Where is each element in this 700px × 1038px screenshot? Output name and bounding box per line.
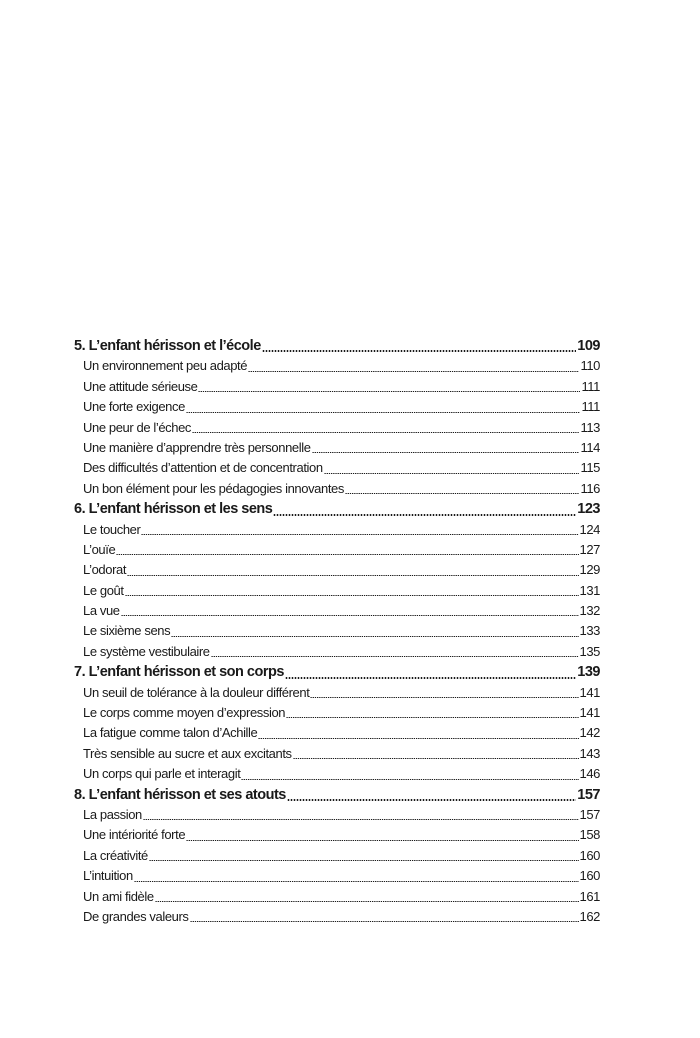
dot-leader	[192, 432, 579, 433]
toc-section-entry	[74, 621, 600, 641]
toc-section-entry	[74, 458, 600, 478]
page-number: 142	[579, 725, 600, 741]
page-number: 146	[579, 766, 600, 782]
toc-section-entry	[74, 479, 600, 499]
toc-section-entry	[74, 683, 600, 703]
page-number: 162	[579, 908, 600, 924]
section-title: Une attitude sérieuse	[83, 378, 198, 394]
page-number: 111	[581, 399, 600, 415]
page-number: 115	[580, 460, 600, 476]
toc-section-entry	[74, 377, 600, 397]
section-title: Un bon élément pour les pédagogies innovantes	[83, 480, 344, 496]
section-title: Un seuil de tolérance à la douleur différent	[83, 684, 310, 700]
dot-leader	[286, 717, 578, 718]
toc-section-entry	[74, 356, 600, 376]
toc-section-entry	[74, 825, 600, 845]
page-number: 127	[579, 541, 600, 557]
section-title: Le goût	[83, 582, 124, 598]
chapter-title: 7. L’enfant hérisson et son corps	[74, 664, 284, 681]
section-title: Le toucher	[83, 521, 141, 537]
dot-leader	[134, 881, 579, 882]
toc-section-entry	[74, 723, 600, 743]
section-title: L’ouïe	[83, 541, 116, 557]
dot-leader	[198, 391, 580, 392]
chapter-title: 8. L’enfant hérisson et ses atouts	[74, 786, 286, 803]
toc-section-entry	[74, 540, 600, 560]
chapter-title: 5. L’enfant hérisson et l’école	[74, 337, 261, 354]
page-number: 160	[579, 868, 600, 884]
section-title: La passion	[83, 806, 142, 822]
toc-section-entry	[74, 642, 600, 662]
dot-leader	[241, 779, 578, 780]
toc-section-entry	[74, 907, 600, 927]
section-title: La fatigue comme talon d’Achille	[83, 725, 258, 741]
toc-chapter-entry	[74, 499, 600, 519]
section-title: Un corps qui parle et interagit	[83, 766, 241, 782]
dot-leader	[273, 514, 576, 516]
page-number: 116	[580, 480, 600, 496]
toc-section-entry	[74, 887, 600, 907]
page-number: 135	[579, 643, 600, 659]
section-title: Très sensible au sucre et aux excitants	[83, 745, 292, 761]
toc-section-entry	[74, 560, 600, 580]
chapter-title: 6. L’enfant hérisson et les sens	[74, 501, 273, 518]
page-number: 141	[579, 684, 600, 700]
dot-leader	[324, 473, 580, 474]
toc-section-entry	[74, 866, 600, 886]
dot-leader	[190, 921, 579, 922]
section-title: L’odorat	[83, 562, 127, 578]
table-of-contents	[74, 336, 600, 927]
page-number: 143	[579, 745, 600, 761]
dot-leader	[127, 575, 578, 576]
dot-leader	[121, 615, 579, 616]
toc-section-entry	[74, 438, 600, 458]
section-title: Une manière d’apprendre très personnelle	[83, 439, 311, 455]
dot-leader	[141, 534, 578, 535]
toc-chapter-entry	[74, 785, 600, 805]
dot-leader	[211, 656, 579, 657]
section-title: Le sixième sens	[83, 623, 171, 639]
section-title: La vue	[83, 603, 120, 619]
dot-leader	[149, 860, 579, 861]
page-number: 157	[579, 806, 600, 822]
toc-section-entry	[74, 846, 600, 866]
dot-leader	[262, 350, 577, 352]
page-number: 132	[579, 603, 600, 619]
dot-leader	[171, 636, 578, 637]
dot-leader	[125, 595, 579, 596]
toc-chapter-entry	[74, 662, 600, 682]
dot-leader	[258, 738, 578, 739]
page-number: 109	[577, 337, 600, 354]
dot-leader	[248, 371, 579, 372]
toc-section-entry	[74, 418, 600, 438]
page-number: 129	[579, 562, 600, 578]
toc-section-entry	[74, 581, 600, 601]
dot-leader	[285, 677, 576, 679]
page-number: 141	[579, 705, 600, 721]
page-number: 111	[581, 378, 600, 394]
dot-leader	[155, 901, 579, 902]
page-number: 157	[577, 786, 600, 803]
toc-section-entry	[74, 805, 600, 825]
page-number: 113	[580, 419, 600, 435]
dot-leader	[287, 799, 576, 801]
page-number: 158	[579, 827, 600, 843]
page-number: 124	[579, 521, 600, 537]
dot-leader	[312, 452, 580, 453]
page-number: 114	[580, 439, 600, 455]
section-title: L’intuition	[83, 868, 133, 884]
toc-section-entry	[74, 397, 600, 417]
page-number: 139	[577, 664, 600, 681]
toc-section-entry	[74, 764, 600, 784]
page-number: 110	[580, 358, 600, 374]
section-title: Le corps comme moyen d’expression	[83, 705, 286, 721]
dot-leader	[345, 493, 579, 494]
toc-section-entry	[74, 520, 600, 540]
dot-leader	[310, 697, 578, 698]
page-number: 131	[579, 582, 600, 598]
section-title: Une forte exigence	[83, 399, 185, 415]
page-number: 161	[579, 888, 600, 904]
dot-leader	[293, 758, 579, 759]
section-title: Une intériorité forte	[83, 827, 186, 843]
toc-chapter-entry	[74, 336, 600, 356]
page-number: 123	[577, 501, 600, 518]
section-title: Le système vestibulaire	[83, 643, 210, 659]
section-title: Une peur de l’échec	[83, 419, 192, 435]
dot-leader	[186, 412, 581, 413]
section-title: De grandes valeurs	[83, 908, 189, 924]
page-number: 133	[579, 623, 600, 639]
section-title: La créativité	[83, 847, 148, 863]
dot-leader	[143, 819, 579, 820]
toc-section-entry	[74, 703, 600, 723]
dot-leader	[186, 840, 578, 841]
dot-leader	[116, 554, 578, 555]
section-title: Un environnement peu adapté	[83, 358, 248, 374]
section-title: Des difficultés d’attention et de concentration	[83, 460, 323, 476]
toc-section-entry	[74, 744, 600, 764]
toc-section-entry	[74, 601, 600, 621]
page-number: 160	[579, 847, 600, 863]
section-title: Un ami fidèle	[83, 888, 154, 904]
